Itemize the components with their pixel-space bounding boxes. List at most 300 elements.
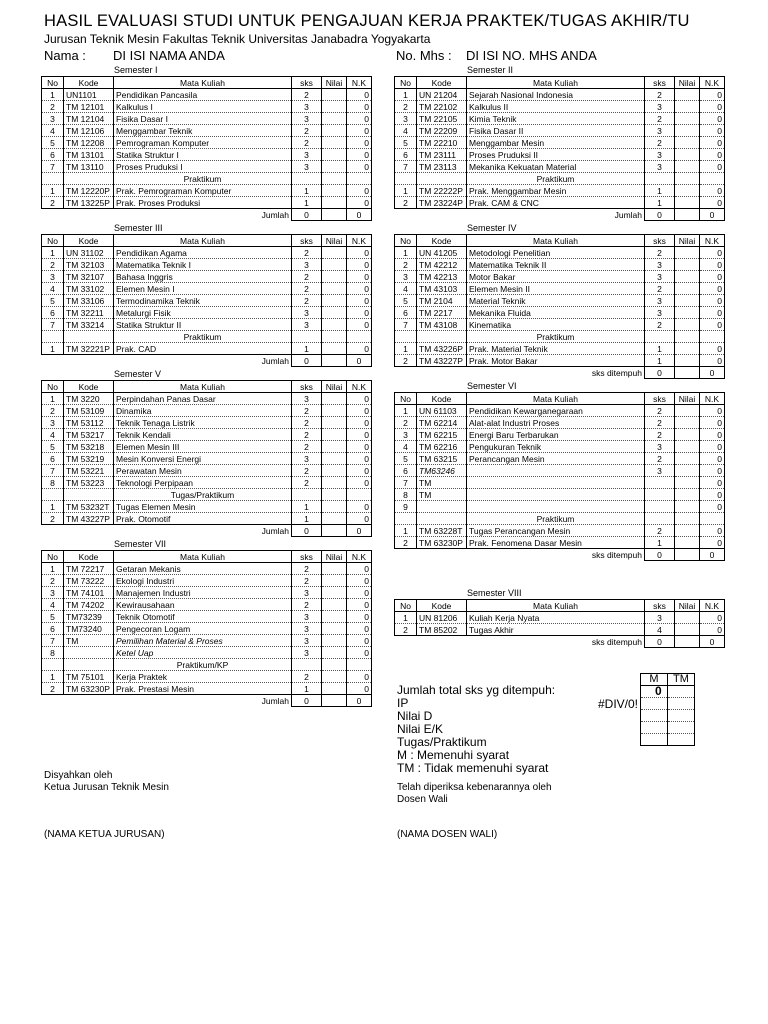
- table-cell: 3: [395, 271, 417, 283]
- table-cell: 3: [292, 149, 322, 161]
- sum-row: [395, 549, 725, 561]
- table-cell: TM 12208: [64, 137, 114, 149]
- table-row: [395, 441, 725, 453]
- table-cell: [322, 259, 347, 271]
- table-cell: Kalkulus I: [114, 101, 292, 113]
- table-cell: 0: [347, 283, 372, 295]
- table-cell: Material Teknik: [467, 295, 645, 307]
- table-cell: 1: [645, 355, 675, 367]
- table-row: [42, 125, 372, 137]
- table-cell: [675, 355, 700, 367]
- table-cell: [675, 89, 700, 101]
- table-cell: 3: [395, 113, 417, 125]
- sum-sks: 0: [292, 355, 322, 367]
- table-cell: Prak. Fenomena Dasar Mesin: [467, 537, 645, 549]
- column-header: Nilai: [675, 77, 700, 89]
- table-cell: [467, 465, 645, 477]
- column-header: Kode: [64, 381, 114, 393]
- table-cell: Statika Struktur II: [114, 319, 292, 331]
- table-cell: TM 12220P: [64, 185, 114, 197]
- table-cell: 0: [700, 113, 725, 125]
- table-cell: 6: [42, 623, 64, 635]
- table-cell: TM 63230P: [64, 683, 114, 695]
- nilai-ek-label: Nilai E/K: [397, 722, 444, 736]
- sum-sks: 0: [645, 549, 675, 561]
- table-cell: 2: [395, 624, 417, 636]
- sum-sks: 0: [645, 367, 675, 379]
- m-cell: [641, 734, 668, 746]
- table-cell: 0: [347, 161, 372, 173]
- table-cell: [322, 149, 347, 161]
- tm-definition: TM : Tidak memenuhi syarat: [397, 761, 549, 775]
- table-row: [42, 623, 372, 635]
- table-cell: TM 73222: [64, 575, 114, 587]
- table-cell: [675, 247, 700, 259]
- table-cell: [322, 623, 347, 635]
- table-cell: 2: [645, 429, 675, 441]
- table-cell: [322, 465, 347, 477]
- nim-value: DI ISI NO. MHS ANDA: [466, 48, 597, 63]
- section-row: [42, 489, 372, 501]
- table-cell: 6: [395, 149, 417, 161]
- table-cell: [322, 513, 347, 525]
- table-cell: Pengecoran Logam: [114, 623, 292, 635]
- table-cell: Pemilihan Material & Proses: [114, 635, 292, 647]
- table-row: [395, 612, 725, 624]
- table-header-row: [42, 551, 372, 563]
- sum-label: sks ditempuh: [467, 367, 645, 379]
- table-cell: 0: [700, 405, 725, 417]
- table-cell: 0: [347, 429, 372, 441]
- table-cell: TM 53112: [64, 417, 114, 429]
- section-row: [42, 331, 372, 343]
- column-header: Kode: [417, 600, 467, 612]
- sum-nilai: [675, 209, 700, 221]
- table-cell: TM 53109: [64, 405, 114, 417]
- table-cell: 2: [292, 477, 322, 489]
- table-cell: 0: [700, 537, 725, 549]
- table-cell: 2: [292, 247, 322, 259]
- section-label: Praktikum: [467, 513, 645, 525]
- column-header: Nilai: [322, 551, 347, 563]
- table-row: [42, 477, 372, 489]
- table-cell: Manajemen Industri: [114, 587, 292, 599]
- table-cell: 2: [395, 537, 417, 549]
- table-row: [42, 393, 372, 405]
- sum-row: [42, 209, 372, 221]
- semester-7-table: [41, 539, 371, 707]
- table-cell: TM 63215: [417, 453, 467, 465]
- footer-right-line2: Dosen Wali: [397, 794, 448, 805]
- column-header: Mata Kuliah: [114, 77, 292, 89]
- table-cell: 3: [292, 161, 322, 173]
- table-cell: TM 32107: [64, 271, 114, 283]
- m-cell: [641, 686, 668, 698]
- table-cell: 2: [292, 671, 322, 683]
- column-header: Nilai: [322, 77, 347, 89]
- table-cell: 0: [700, 89, 725, 101]
- table-cell: 1: [42, 185, 64, 197]
- table-header-row: [395, 600, 725, 612]
- table-cell: Elemen Mesin III: [114, 441, 292, 453]
- table-cell: 7: [395, 319, 417, 331]
- table-row: [42, 89, 372, 101]
- semester-6-table: [394, 381, 724, 561]
- table-cell: [322, 197, 347, 209]
- table-cell: [675, 125, 700, 137]
- table-cell: TM 63228T: [417, 525, 467, 537]
- column-header: Mata Kuliah: [467, 600, 645, 612]
- table-cell: Menggambar Mesin: [467, 137, 645, 149]
- table-cell: Prak. Prestasi Mesin: [114, 683, 292, 695]
- tm-cell: [668, 710, 695, 722]
- column-header: sks: [292, 381, 322, 393]
- table-cell: 1: [645, 197, 675, 209]
- table-cell: Energi Baru Terbarukan: [467, 429, 645, 441]
- table-cell: [322, 101, 347, 113]
- table-cell: 0: [700, 307, 725, 319]
- table-cell: [675, 501, 700, 513]
- table-cell: 2: [42, 259, 64, 271]
- table-cell: Sejarah Nasional Indonesia: [467, 89, 645, 101]
- table-cell: 0: [700, 259, 725, 271]
- table-cell: TM 22222P: [417, 185, 467, 197]
- table-cell: 2: [292, 575, 322, 587]
- table-cell: TM 3220: [64, 393, 114, 405]
- table-row: [42, 113, 372, 125]
- table-cell: [322, 295, 347, 307]
- table-cell: 2: [645, 113, 675, 125]
- table-cell: 2: [292, 417, 322, 429]
- table-cell: [322, 125, 347, 137]
- table-cell: Kuliah Kerja Nyata: [467, 612, 645, 624]
- column-header: No: [395, 600, 417, 612]
- table-cell: 6: [395, 465, 417, 477]
- table-cell: 2: [645, 283, 675, 295]
- table-cell: 2: [292, 441, 322, 453]
- table-row: [395, 125, 725, 137]
- table-cell: 3: [42, 113, 64, 125]
- table-cell: Kinematika: [467, 319, 645, 331]
- table-cell: 3: [292, 623, 322, 635]
- table-cell: 1: [395, 247, 417, 259]
- table-cell: 2: [42, 101, 64, 113]
- table-cell: 6: [42, 149, 64, 161]
- table-cell: [322, 587, 347, 599]
- table-cell: 3: [42, 587, 64, 599]
- sum-nk: 0: [347, 355, 372, 367]
- table-cell: 3: [645, 465, 675, 477]
- section-row: [42, 659, 372, 671]
- table-cell: 1: [292, 683, 322, 695]
- column-header: Kode: [64, 77, 114, 89]
- table-cell: 3: [292, 647, 322, 659]
- table-cell: 0: [347, 477, 372, 489]
- table-cell: 1: [42, 563, 64, 575]
- table-cell: 6: [395, 307, 417, 319]
- table-cell: [322, 319, 347, 331]
- table-cell: [322, 393, 347, 405]
- table-cell: 1: [292, 197, 322, 209]
- sum-label: Jumlah: [114, 695, 292, 707]
- column-header: sks: [645, 235, 675, 247]
- table-cell: [675, 307, 700, 319]
- table-cell: 0: [700, 185, 725, 197]
- table-cell: UN 81206: [417, 612, 467, 624]
- table-cell: 3: [645, 271, 675, 283]
- m-definition: M : Memenuhi syarat: [397, 748, 510, 762]
- column-header: Kode: [417, 235, 467, 247]
- table-cell: [322, 247, 347, 259]
- table-cell: 2: [42, 575, 64, 587]
- table-cell: 0: [700, 612, 725, 624]
- table-cell: [675, 185, 700, 197]
- sum-row: [42, 695, 372, 707]
- m-cell: [641, 698, 668, 710]
- table-cell: 0: [700, 477, 725, 489]
- table-cell: TM 43227P: [64, 513, 114, 525]
- table-cell: 5: [42, 137, 64, 149]
- table-cell: TM 12106: [64, 125, 114, 137]
- column-header: N.K: [347, 235, 372, 247]
- table-cell: Termodinamika Teknik: [114, 295, 292, 307]
- table-header-row: [395, 235, 725, 247]
- table-cell: TM 72217: [64, 563, 114, 575]
- table-cell: [675, 441, 700, 453]
- column-header: sks: [292, 77, 322, 89]
- column-header: Kode: [417, 393, 467, 405]
- semester-1-table: [41, 65, 371, 221]
- table-cell: 0: [347, 465, 372, 477]
- table-row: [42, 101, 372, 113]
- table-cell: [675, 624, 700, 636]
- table-cell: 0: [347, 101, 372, 113]
- table-cell: TM 2217: [417, 307, 467, 319]
- table-cell: TM 12104: [64, 113, 114, 125]
- table-cell: Ekologi Industri: [114, 575, 292, 587]
- table-cell: 3: [292, 611, 322, 623]
- table-cell: 0: [347, 513, 372, 525]
- table-row: [42, 683, 372, 695]
- table-cell: Prak. Pemrograman Komputer: [114, 185, 292, 197]
- course-table: [41, 234, 372, 367]
- table-cell: TM63246: [417, 465, 467, 477]
- table-cell: [322, 343, 347, 355]
- sum-sks: 0: [292, 209, 322, 221]
- table-cell: 5: [42, 295, 64, 307]
- table-cell: 0: [347, 405, 372, 417]
- table-cell: 8: [395, 489, 417, 501]
- table-cell: Pemrograman Komputer: [114, 137, 292, 149]
- table-cell: 3: [645, 441, 675, 453]
- table-row: [42, 259, 372, 271]
- column-header: N.K: [347, 77, 372, 89]
- table-cell: [322, 575, 347, 587]
- table-cell: TM 32103: [64, 259, 114, 271]
- table-cell: Kalkulus II: [467, 101, 645, 113]
- table-row: [42, 575, 372, 587]
- footer-left: [44, 770, 169, 794]
- table-cell: 1: [395, 612, 417, 624]
- nim-label: No. Mhs :: [396, 48, 452, 63]
- table-cell: [322, 161, 347, 173]
- sum-nk: 0: [347, 695, 372, 707]
- table-cell: TM 22105: [417, 113, 467, 125]
- sum-label: Jumlah: [114, 525, 292, 537]
- column-header: Nilai: [322, 235, 347, 247]
- nama-value: DI ISI NAMA ANDA: [113, 48, 225, 63]
- course-table: [41, 76, 372, 221]
- sum-row: [42, 355, 372, 367]
- table-header-row: [42, 235, 372, 247]
- table-cell: 1: [645, 343, 675, 355]
- table-row: [42, 599, 372, 611]
- table-cell: [675, 319, 700, 331]
- table-cell: [675, 453, 700, 465]
- table-row: [42, 295, 372, 307]
- table-cell: [675, 489, 700, 501]
- table-cell: Kerja Praktek: [114, 671, 292, 683]
- course-table: [394, 76, 725, 221]
- table-cell: Statika Struktur I: [114, 149, 292, 161]
- table-cell: 1: [42, 671, 64, 683]
- table-row: [395, 453, 725, 465]
- table-row: [395, 137, 725, 149]
- column-header: Mata Kuliah: [114, 381, 292, 393]
- m-header: M: [641, 674, 668, 686]
- table-row: [395, 417, 725, 429]
- semester-title: Semester VIII: [467, 588, 522, 598]
- table-cell: TM 62214: [417, 417, 467, 429]
- table-cell: 2: [645, 453, 675, 465]
- table-cell: TM73239: [64, 611, 114, 623]
- table-cell: 8: [42, 647, 64, 659]
- table-cell: 2: [395, 197, 417, 209]
- table-cell: 0: [347, 417, 372, 429]
- nilai-d-label: Nilai D: [397, 709, 433, 723]
- table-cell: TM 53219: [64, 453, 114, 465]
- table-cell: TM 32221P: [64, 343, 114, 355]
- semester-title: Semester II: [467, 65, 514, 75]
- table-cell: TM 53223: [64, 477, 114, 489]
- table-cell: 0: [347, 319, 372, 331]
- table-cell: 2: [395, 259, 417, 271]
- table-cell: 3: [645, 307, 675, 319]
- table-cell: Tugas Akhir: [467, 624, 645, 636]
- sum-nk: 0: [347, 525, 372, 537]
- table-cell: TM 43108: [417, 319, 467, 331]
- table-cell: [467, 477, 645, 489]
- table-cell: Kewirausahaan: [114, 599, 292, 611]
- sum-nilai: [322, 355, 347, 367]
- table-cell: [322, 683, 347, 695]
- table-row: [42, 611, 372, 623]
- table-cell: TM 32211: [64, 307, 114, 319]
- table-cell: 2: [292, 429, 322, 441]
- table-cell: TM 13225P: [64, 197, 114, 209]
- sum-sks: 0: [292, 695, 322, 707]
- table-row: [395, 283, 725, 295]
- section-label: Praktikum: [467, 173, 645, 185]
- tm-header: TM: [668, 674, 695, 686]
- semester-title: Semester IV: [467, 223, 517, 233]
- table-cell: 3: [645, 101, 675, 113]
- table-cell: 0: [700, 624, 725, 636]
- table-cell: 4: [395, 441, 417, 453]
- table-cell: UN 61103: [417, 405, 467, 417]
- column-header: Nilai: [322, 381, 347, 393]
- table-cell: 1: [292, 343, 322, 355]
- table-cell: 0: [347, 453, 372, 465]
- column-header: Nilai: [675, 393, 700, 405]
- column-header: No: [42, 77, 64, 89]
- sum-nk: 0: [700, 549, 725, 561]
- section-label: Praktikum: [114, 173, 292, 185]
- course-table: [394, 392, 725, 561]
- table-cell: 9: [395, 501, 417, 513]
- table-cell: 0: [347, 501, 372, 513]
- table-cell: 3: [645, 149, 675, 161]
- table-cell: Prak. Otomotif: [114, 513, 292, 525]
- section-row: [395, 173, 725, 185]
- table-cell: Motor Bakar: [467, 271, 645, 283]
- table-row: [395, 405, 725, 417]
- table-cell: 4: [42, 283, 64, 295]
- table-cell: TM 62216: [417, 441, 467, 453]
- table-row: [395, 149, 725, 161]
- footer-right: [397, 782, 552, 806]
- course-table: [41, 380, 372, 537]
- semester-title: Semester III: [114, 223, 163, 233]
- table-cell: 3: [292, 319, 322, 331]
- table-cell: [675, 113, 700, 125]
- table-cell: Menggambar Teknik: [114, 125, 292, 137]
- table-cell: 0: [700, 125, 725, 137]
- table-cell: 7: [42, 319, 64, 331]
- table-cell: 1: [395, 405, 417, 417]
- semester-5-table: [41, 369, 371, 537]
- semester-title: Semester V: [114, 369, 162, 379]
- table-cell: 2: [42, 197, 64, 209]
- table-cell: Matematika Teknik I: [114, 259, 292, 271]
- table-row: [42, 247, 372, 259]
- table-row: [42, 563, 372, 575]
- table-cell: Fisika Dasar II: [467, 125, 645, 137]
- table-cell: 0: [347, 149, 372, 161]
- table-cell: 3: [645, 161, 675, 173]
- table-cell: UN 31102: [64, 247, 114, 259]
- table-cell: TM 43226P: [417, 343, 467, 355]
- table-cell: 0: [347, 575, 372, 587]
- column-header: sks: [645, 600, 675, 612]
- table-row: [395, 489, 725, 501]
- table-cell: 3: [292, 113, 322, 125]
- table-cell: [322, 671, 347, 683]
- table-cell: TM 53217: [64, 429, 114, 441]
- table-cell: Ketel Uap: [114, 647, 292, 659]
- sum-label: Jumlah: [467, 209, 645, 221]
- footer-left-line1: Disyahkan oleh: [44, 770, 113, 781]
- table-row: [42, 343, 372, 355]
- table-cell: 0: [700, 501, 725, 513]
- table-cell: TM 75101: [64, 671, 114, 683]
- table-cell: 0: [700, 525, 725, 537]
- table-cell: 0: [347, 343, 372, 355]
- sum-nilai: [675, 367, 700, 379]
- table-cell: 0: [347, 89, 372, 101]
- table-cell: [322, 283, 347, 295]
- nama-label: Nama :: [44, 48, 86, 63]
